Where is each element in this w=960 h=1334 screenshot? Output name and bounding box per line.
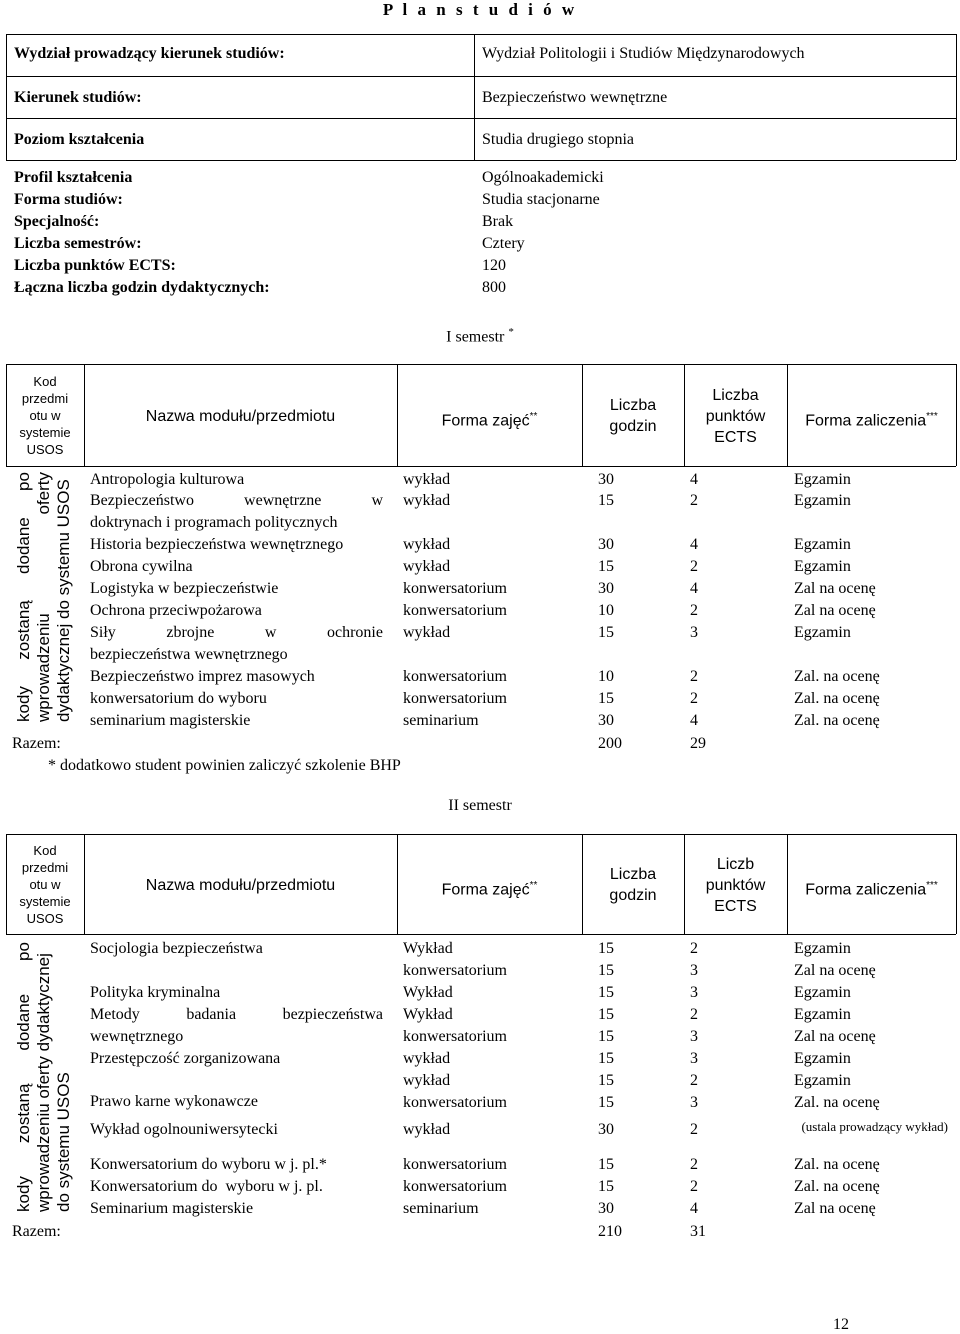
course-name: Seminarium magisterskie bbox=[90, 1200, 254, 1217]
header-forma: Forma zajęć** bbox=[441, 880, 538, 899]
course-name: Antropologia kulturowa bbox=[90, 471, 245, 488]
course-ects: 2 bbox=[690, 492, 698, 509]
sum-godz: 210 bbox=[598, 1223, 622, 1240]
course-name: Przestępczość zorganizowana bbox=[90, 1050, 281, 1067]
sem2-usos-note: kody zostaną dodane po wprowadzeniu oferty dydaktycznej do systemu USOS bbox=[14, 942, 73, 1212]
course-name: Konwersatorium do wyboru w j. pl.* bbox=[90, 1156, 327, 1173]
course-zal: Zal. na ocenę bbox=[794, 1178, 880, 1195]
course-ects: 4 bbox=[690, 1200, 698, 1217]
course-name-cont: bezpieczeństwa wewnętrznego bbox=[90, 646, 288, 663]
course-godz: 30 bbox=[598, 471, 614, 488]
course-ects: 2 bbox=[690, 668, 698, 685]
course-zal: Zal. na ocenę bbox=[794, 1156, 880, 1173]
info-label: Łączna liczba godzin dydaktycznych: bbox=[14, 279, 270, 296]
course-forma: konwersatorium bbox=[403, 602, 507, 619]
header-nazwa: Nazwa modułu/przedmiotu bbox=[145, 408, 336, 425]
info-label: Forma studiów: bbox=[14, 191, 123, 208]
course-zal: Egzamin bbox=[794, 492, 851, 509]
course-name: Wykład ogolnouniwersytecki bbox=[90, 1121, 278, 1138]
course-forma: seminarium bbox=[403, 712, 479, 729]
course-name: Siły zbrojne w ochronie bbox=[90, 624, 383, 641]
course-forma: wykład bbox=[403, 558, 451, 575]
page-title: P l a n s t u d i ó w bbox=[382, 0, 578, 19]
course-ects: 2 bbox=[690, 1072, 698, 1089]
course-ects: 3 bbox=[690, 962, 698, 979]
course-zal: Zal. na ocenę bbox=[794, 1094, 880, 1111]
course-forma: wykład bbox=[403, 1121, 451, 1138]
header-godzin: Liczba godzin bbox=[609, 866, 657, 904]
course-forma: wykład bbox=[403, 624, 451, 641]
course-godz: 15 bbox=[598, 1178, 614, 1195]
sem1-usos-note: kody zostaną dodane po wprowadzeniu oferty dydaktycznej do systemu USOS bbox=[14, 472, 73, 722]
course-ects: 4 bbox=[690, 471, 698, 488]
course-forma: wykład bbox=[403, 492, 451, 509]
info-label: Liczba punktów ECTS: bbox=[14, 257, 176, 274]
course-name-cont: doktrynach i programach politycznych bbox=[90, 514, 338, 531]
course-ects: 2 bbox=[690, 1178, 698, 1195]
course-zal: Zal. na ocenę bbox=[794, 668, 880, 685]
info-label: Profil kształcenia bbox=[14, 169, 133, 186]
course-forma: konwersatorium bbox=[403, 1156, 507, 1173]
course-forma: konwersatorium bbox=[403, 1094, 507, 1111]
course-godz: 15 bbox=[598, 690, 614, 707]
header-ects: Liczba punktów ECTS bbox=[705, 387, 766, 446]
info-value: Studia stacjonarne bbox=[482, 191, 600, 208]
course-zal: Zal na ocenę bbox=[794, 1028, 876, 1045]
course-ects: 2 bbox=[690, 1156, 698, 1173]
course-godz: 30 bbox=[598, 1200, 614, 1217]
course-godz: 15 bbox=[598, 558, 614, 575]
course-zal: Egzamin bbox=[794, 940, 851, 957]
course-name: Historia bezpieczeństwa wewnętrznego bbox=[90, 536, 344, 553]
info-value: Bezpieczeństwo wewnętrzne bbox=[482, 89, 668, 106]
course-ects: 2 bbox=[690, 558, 698, 575]
info-value: Wydział Politologii i Studiów Międzynarodowych bbox=[482, 45, 805, 62]
course-zal: Egzamin bbox=[794, 1006, 851, 1023]
header-nazwa: Nazwa modułu/przedmiotu bbox=[145, 877, 336, 894]
course-zal: Egzamin bbox=[794, 1072, 851, 1089]
course-forma: Wykład bbox=[403, 1006, 453, 1023]
course-godz: 30 bbox=[598, 1121, 614, 1138]
header-forma: Forma zajęć** bbox=[441, 411, 538, 430]
course-ects: 2 bbox=[690, 602, 698, 619]
course-forma: konwersatorium bbox=[403, 580, 507, 597]
course-name: Obrona cywilna bbox=[90, 558, 193, 575]
course-godz: 30 bbox=[598, 536, 614, 553]
course-ects: 3 bbox=[690, 984, 698, 1001]
course-forma: konwersatorium bbox=[403, 1178, 507, 1195]
info-label: Wydział prowadzący kierunek studiów: bbox=[14, 45, 285, 62]
course-ects: 3 bbox=[690, 624, 698, 641]
course-forma: konwersatorium bbox=[403, 962, 507, 979]
header-kod: Kod przedmi otu w systemie USOS bbox=[19, 374, 71, 457]
course-zal: Egzamin bbox=[794, 536, 851, 553]
course-godz: 30 bbox=[598, 580, 614, 597]
course-forma: wykład bbox=[403, 471, 451, 488]
course-forma: konwersatorium bbox=[403, 690, 507, 707]
info-label: Specjalność: bbox=[14, 213, 100, 230]
course-godz: 15 bbox=[598, 1094, 614, 1111]
course-zal: Zal. na ocenę bbox=[794, 690, 880, 707]
info-value: 120 bbox=[482, 257, 506, 274]
course-forma: konwersatorium bbox=[403, 1028, 507, 1045]
course-godz: 15 bbox=[598, 1050, 614, 1067]
course-godz: 15 bbox=[598, 1006, 614, 1023]
course-godz: 10 bbox=[598, 668, 614, 685]
course-zal: Egzamin bbox=[794, 984, 851, 1001]
header-zaliczenie: Forma zaliczenia*** bbox=[805, 880, 938, 899]
course-ects: 4 bbox=[690, 712, 698, 729]
course-ects: 2 bbox=[690, 940, 698, 957]
course-forma: seminarium bbox=[403, 1200, 479, 1217]
course-godz: 15 bbox=[598, 624, 614, 641]
header-ects: Liczb punktów ECTS bbox=[705, 856, 766, 915]
course-forma: Wykład bbox=[403, 940, 453, 957]
course-zal: Egzamin bbox=[794, 471, 851, 488]
course-ects: 2 bbox=[690, 690, 698, 707]
course-godz: 15 bbox=[598, 940, 614, 957]
course-godz: 30 bbox=[598, 712, 614, 729]
bhp-note: * dodatkowo student powinien zaliczyć szkolenie BHP bbox=[48, 757, 401, 774]
course-ects: 3 bbox=[690, 1050, 698, 1067]
header-godzin: Liczba godzin bbox=[609, 397, 657, 435]
course-godz: 15 bbox=[598, 962, 614, 979]
semester-1-title: I semestr * bbox=[446, 326, 514, 346]
course-zal: Zal na ocenę bbox=[794, 602, 876, 619]
header-zaliczenie: Forma zaliczenia*** bbox=[805, 411, 938, 430]
course-name: Bezpieczeństwo imprez masowych bbox=[90, 668, 315, 685]
course-name: Socjologia bezpieczeństwa bbox=[90, 940, 263, 957]
course-name: Logistyka w bezpieczeństwie bbox=[90, 580, 279, 597]
course-zal: (ustala prowadzący wykład) bbox=[801, 1119, 948, 1134]
course-ects: 3 bbox=[690, 1028, 698, 1045]
course-godz: 15 bbox=[598, 492, 614, 509]
course-name: Konwersatorium do wyboru w j. pl. bbox=[90, 1178, 323, 1195]
course-name: Prawo karne wykonawcze bbox=[90, 1093, 258, 1110]
info-value: Cztery bbox=[482, 235, 525, 252]
course-name: Ochrona przeciwpożarowa bbox=[90, 602, 262, 619]
course-name: Bezpieczeństwo wewnętrzne w bbox=[90, 492, 383, 509]
course-zal: Egzamin bbox=[794, 558, 851, 575]
sum-ects: 31 bbox=[690, 1223, 706, 1240]
sum-godz: 200 bbox=[598, 735, 622, 752]
course-name-cont: wewnętrznego bbox=[90, 1028, 184, 1045]
course-zal: Zal na ocenę bbox=[794, 1200, 876, 1217]
course-godz: 15 bbox=[598, 984, 614, 1001]
course-forma: wykład bbox=[403, 536, 451, 553]
course-zal: Zal na ocenę bbox=[794, 962, 876, 979]
course-ects: 3 bbox=[690, 1094, 698, 1111]
course-ects: 4 bbox=[690, 580, 698, 597]
header-kod: Kod przedmi otu w systemie USOS bbox=[19, 843, 71, 926]
course-forma: wykład bbox=[403, 1050, 451, 1067]
sum-label: Razem: bbox=[12, 735, 61, 752]
course-name: Metody badania bezpieczeństwa bbox=[90, 1006, 383, 1023]
course-forma: Wykład bbox=[403, 984, 453, 1001]
course-godz: 15 bbox=[598, 1028, 614, 1045]
course-forma: konwersatorium bbox=[403, 668, 507, 685]
info-label: Poziom kształcenia bbox=[14, 131, 145, 148]
info-value: Brak bbox=[482, 213, 514, 230]
course-godz: 10 bbox=[598, 602, 614, 619]
course-zal: Egzamin bbox=[794, 624, 851, 641]
course-forma: wykład bbox=[403, 1072, 451, 1089]
course-godz: 15 bbox=[598, 1072, 614, 1089]
sum-label: Razem: bbox=[12, 1223, 61, 1240]
course-zal: Zal na ocenę bbox=[794, 580, 876, 597]
course-ects: 4 bbox=[690, 536, 698, 553]
course-name: konwersatorium do wyboru bbox=[90, 690, 267, 707]
course-godz: 15 bbox=[598, 1156, 614, 1173]
info-label: Kierunek studiów: bbox=[14, 89, 142, 106]
course-name: Polityka kryminalna bbox=[90, 984, 221, 1001]
page-number: 12 bbox=[833, 1316, 849, 1333]
course-ects: 2 bbox=[690, 1121, 698, 1138]
info-label: Liczba semestrów: bbox=[14, 235, 142, 252]
course-zal: Egzamin bbox=[794, 1050, 851, 1067]
info-value: Ogólnoakademicki bbox=[482, 169, 604, 186]
course-ects: 2 bbox=[690, 1006, 698, 1023]
semester-2-title: II semestr bbox=[448, 797, 512, 814]
sum-ects: 29 bbox=[690, 735, 706, 752]
info-value: 800 bbox=[482, 279, 506, 296]
course-name: seminarium magisterskie bbox=[90, 712, 251, 729]
course-zal: Zal. na ocenę bbox=[794, 712, 880, 729]
info-value: Studia drugiego stopnia bbox=[482, 131, 634, 148]
